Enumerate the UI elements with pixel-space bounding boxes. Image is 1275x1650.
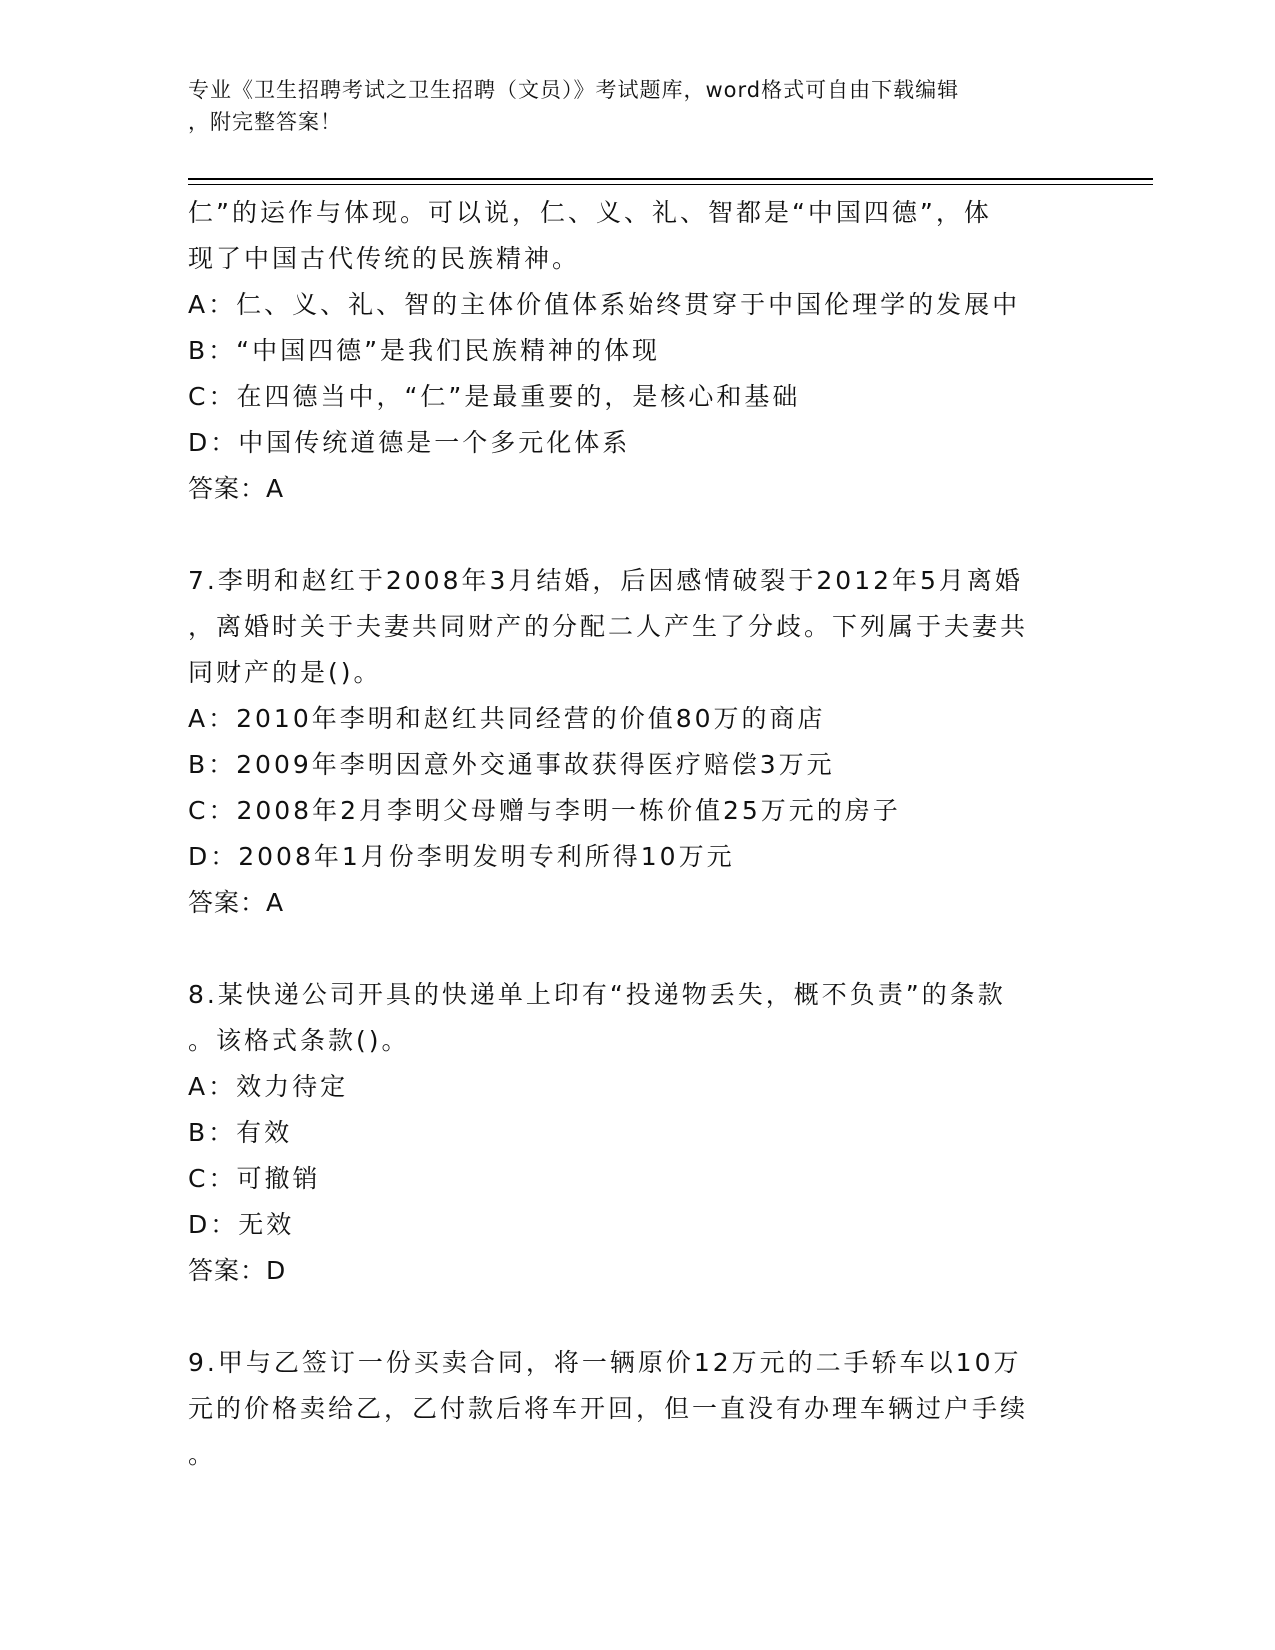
option-d: D：2008年1月份李明发明专利所得10万元 bbox=[188, 842, 735, 871]
spacer bbox=[188, 512, 1088, 558]
option-b: B：2009年李明因意外交通事故获得医疗赔偿3万元 bbox=[188, 750, 835, 779]
question-text-line: 同财产的是()。 bbox=[188, 658, 382, 687]
question-text-line: 现了中国古代传统的民族精神。 bbox=[188, 244, 581, 273]
question-text-line: 元的价格卖给乙，乙付款后将车开回，但一直没有办理车辆过户手续 bbox=[188, 1394, 1029, 1423]
option-c: C：在四德当中，“仁”是最重要的，是核心和基础 bbox=[188, 382, 801, 411]
question-text-line: 。 bbox=[188, 1440, 217, 1469]
question-continuation bbox=[188, 190, 1088, 512]
question-8 bbox=[188, 972, 1088, 1294]
option-b: B：“中国四德”是我们民族精神的体现 bbox=[188, 336, 661, 365]
question-text-line: 7.李明和赵红于2008年3月结婚，后因感情破裂于2012年5月离婚 bbox=[188, 566, 1023, 595]
spacer bbox=[188, 1294, 1088, 1340]
option-d: D：中国传统道德是一个多元化体系 bbox=[188, 428, 631, 457]
page-header bbox=[188, 74, 1068, 138]
answer-line: 答案：D bbox=[188, 1256, 287, 1285]
option-a: A：仁、义、礼、智的主体价值体系始终贯穿于中国伦理学的发展中 bbox=[188, 290, 1021, 319]
answer-line: 答案：A bbox=[188, 888, 285, 917]
question-9 bbox=[188, 1340, 1088, 1478]
question-text-line: 。该格式条款()。 bbox=[188, 1026, 410, 1055]
question-text-line: 9.甲与乙签订一份买卖合同，将一辆原价12万元的二手轿车以10万 bbox=[188, 1348, 1022, 1377]
spacer bbox=[188, 926, 1088, 972]
header-title-line-2: ，附完整答案！ bbox=[188, 110, 342, 134]
header-title-line-1: 专业《卫生招聘考试之卫生招聘（文员）》考试题库，word格式可自由下载编辑 bbox=[188, 78, 960, 102]
question-7 bbox=[188, 558, 1088, 926]
option-d: D：无效 bbox=[188, 1210, 295, 1239]
option-c: C：可撤销 bbox=[188, 1164, 321, 1193]
answer-line: 答案：A bbox=[188, 474, 285, 503]
question-text-line: 仁”的运作与体现。可以说，仁、义、礼、智都是“中国四德”，体 bbox=[188, 198, 992, 227]
option-b: B：有效 bbox=[188, 1118, 293, 1147]
question-text-line: ，离婚时关于夫妻共同财产的分配二人产生了分歧。下列属于夫妻共 bbox=[188, 612, 1029, 641]
header-divider-thick bbox=[188, 178, 1153, 180]
document-body bbox=[188, 190, 1088, 1478]
question-text-line: 8.某快递公司开具的快递单上印有“投递物丢失，概不负责”的条款 bbox=[188, 980, 1006, 1009]
header-divider-thin bbox=[188, 184, 1153, 185]
option-c: C：2008年2月李明父母赠与李明一栋价值25万元的房子 bbox=[188, 796, 901, 825]
option-a: A：效力待定 bbox=[188, 1072, 349, 1101]
option-a: A：2010年李明和赵红共同经营的价值80万的商店 bbox=[188, 704, 826, 733]
